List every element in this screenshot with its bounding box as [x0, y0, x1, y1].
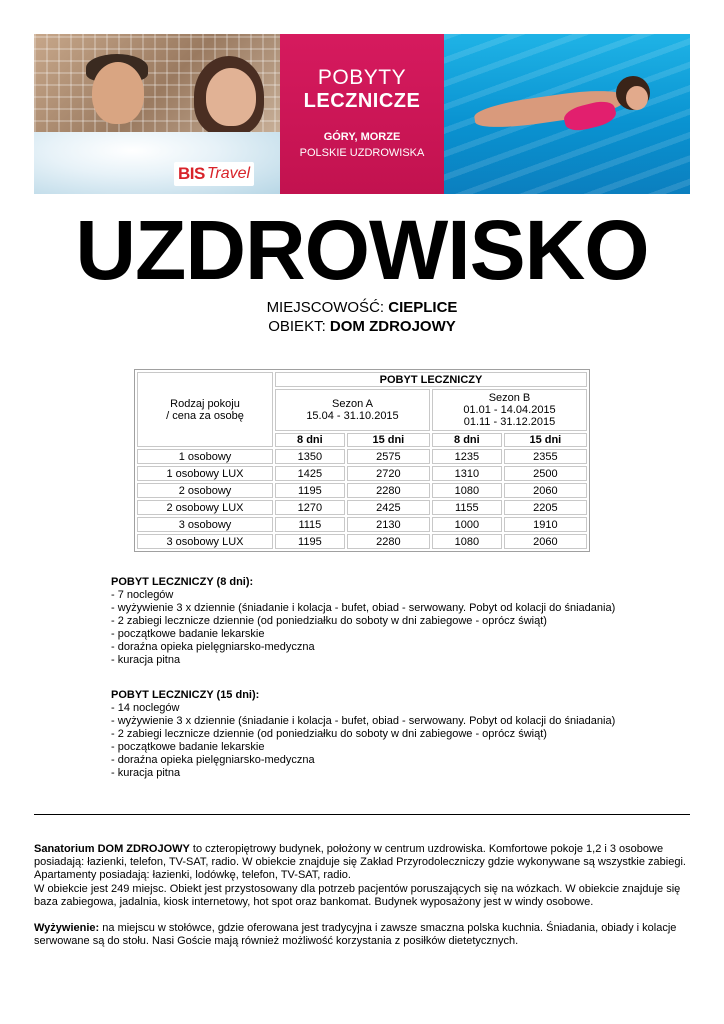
- location-line: [0, 299, 724, 316]
- season-b-dates2: 01.11 - 31.12.2015: [463, 416, 556, 428]
- room-type: 1 osobowy: [137, 449, 273, 464]
- description-text1: to czteropiętrowy budynek, położony w centrum uzdrowiska. Komfortowe pokoje 1,2 i 3 osobowe posiadają: łazienki, telefon, TV-SAT, radio. W obiekcie znajduje się Zakład Przyrodoleczniczy gdzie wykonywane są wszystkie zabiegi.: [34, 843, 686, 869]
- room-type: 2 osobowy LUX: [137, 500, 273, 515]
- col-b-15: 15 dni: [504, 433, 587, 447]
- price-b8: 1310: [432, 466, 502, 481]
- place-label: MIEJSCOWOŚĆ:: [266, 299, 385, 316]
- price-a8: 1270: [275, 500, 345, 515]
- banner-line4: POLSKIE UZDROWISKA: [299, 147, 425, 159]
- season-b-dates1: 01.01 - 14.04.2015: [463, 404, 556, 416]
- col-a-8: 8 dni: [275, 433, 345, 447]
- price-b15: 2205: [504, 500, 587, 515]
- price-b8: 1235: [432, 449, 502, 464]
- season-b-name: Sezon B: [488, 392, 531, 404]
- table-row: [137, 517, 587, 532]
- divider: [34, 814, 690, 815]
- price-b15: 2355: [504, 449, 587, 464]
- food-paragraph: [34, 922, 694, 948]
- room-type: 3 osobowy: [137, 517, 273, 532]
- banner-pool-photo: [444, 34, 690, 194]
- season-a-name: Sezon A: [332, 398, 373, 410]
- list-item: - doraźna opieka pielęgniarsko-medyczna: [111, 641, 315, 653]
- season-a-dates: 15.04 - 31.10.2015: [306, 410, 399, 422]
- corner-cell: [137, 372, 273, 447]
- list-item: - 2 zabiegi lecznicze dziennie (od poniedziałku do soboty w dni zabiegowe - oprócz świąt): [111, 615, 547, 627]
- swimmer-face: [626, 86, 648, 110]
- price-b15: 1910: [504, 517, 587, 532]
- corner-line1: Rodzaj pokoju: [170, 397, 240, 410]
- place-value: CIEPLICE: [388, 299, 458, 316]
- price-a8: 1195: [275, 534, 345, 549]
- price-a8: 1195: [275, 483, 345, 498]
- list-item: - 2 zabiegi lecznicze dziennie (od poniedziałku do soboty w dni zabiegowe - oprócz świąt): [111, 728, 547, 740]
- list-item: - 7 noclegów: [111, 589, 174, 601]
- price-b8: 1080: [432, 534, 502, 549]
- table-row: [137, 466, 587, 481]
- man-face: [92, 62, 144, 124]
- season-a-cell: [275, 389, 430, 431]
- season-b-cell: [432, 389, 587, 431]
- price-a15: 2130: [347, 517, 430, 532]
- table-row: [137, 500, 587, 515]
- price-b8: 1080: [432, 483, 502, 498]
- logo-bis-text: BIS: [178, 164, 205, 183]
- price-a8: 1115: [275, 517, 345, 532]
- object-label: OBIEKT:: [268, 318, 326, 335]
- table-row: [137, 449, 587, 464]
- object-value: DOM ZDROJOWY: [329, 318, 456, 335]
- list-item: - wyżywienie 3 x dziennie (śniadanie i kolacja - bufet, obiad - serwowany. Pobyt od kolacji do śniadania): [111, 715, 616, 727]
- price-b8: 1155: [432, 500, 502, 515]
- price-a15: 2425: [347, 500, 430, 515]
- price-a15: 2280: [347, 483, 430, 498]
- price-b15: 2060: [504, 483, 587, 498]
- bis-travel-logo: [174, 162, 254, 186]
- room-type: 2 osobowy: [137, 483, 273, 498]
- corner-line2: / cena za osobę: [166, 409, 244, 422]
- table-row: [137, 483, 587, 498]
- list-item: - 14 noclegów: [111, 702, 180, 714]
- sanatorium-name: Sanatorium DOM ZDROJOWY: [34, 843, 190, 855]
- price-b15: 2060: [504, 534, 587, 549]
- table-row: [137, 534, 587, 549]
- banner-couple-photo: [34, 34, 280, 194]
- promo-banner: [34, 34, 690, 194]
- price-a15: 2720: [347, 466, 430, 481]
- price-table: [134, 369, 590, 552]
- list-item: - początkowe badanie lekarskie: [111, 628, 265, 640]
- list-item: - wyżywienie 3 x dziennie (śniadanie i kolacja - bufet, obiad - serwowany. Pobyt od kolacji do śniadania): [111, 602, 616, 614]
- price-b15: 2500: [504, 466, 587, 481]
- description-text3: W obiekcie jest 249 miejsc. Obiekt jest przystosowany dla potrzeb pacjentów poruszających się na wózkach. W obiekcie znajduje się baza zabiegowa, jadalnia, kiosk internetowy, hot spot oraz bankomat. Budynek wyposażony jest w windy osobowe.: [34, 882, 681, 908]
- banner-line3: GÓRY, MORZE: [323, 131, 401, 143]
- banner-text-panel: [280, 34, 444, 194]
- package-15-days: [111, 689, 615, 780]
- table-header: POBYT LECZNICZY: [275, 372, 587, 387]
- banner-line1: POBYTY: [317, 66, 407, 89]
- price-a8: 1425: [275, 466, 345, 481]
- list-item: - kuracja pitna: [111, 767, 181, 779]
- food-text: na miejscu w stołówce, gdzie oferowana jest tradycyjna i zawsze smaczna polska kuchnia. Śniadania, obiady i kolacje serwowane są do stołu. Nasi Goście mają również możliwość korzystania z posiłków dietetycznych.: [34, 922, 677, 948]
- object-line: [0, 318, 724, 335]
- room-type: 3 osobowy LUX: [137, 534, 273, 549]
- room-type: 1 osobowy LUX: [137, 466, 273, 481]
- price-b8: 1000: [432, 517, 502, 532]
- package-8-heading: POBYT LECZNICZY (8 dni):: [111, 576, 254, 588]
- list-item: - doraźna opieka pielęgniarsko-medyczna: [111, 754, 315, 766]
- description-text2: Apartamenty posiadają: łazienki, lodówkę, telefon, TV-SAT, radio.: [34, 869, 351, 882]
- price-a15: 2280: [347, 534, 430, 549]
- page-title: UZDROWISKO: [75, 203, 649, 297]
- list-item: - kuracja pitna: [111, 654, 181, 666]
- description-paragraph: [34, 843, 694, 909]
- col-a-15: 15 dni: [347, 433, 430, 447]
- list-item: - początkowe badanie lekarskie: [111, 741, 265, 753]
- package-8-days: [111, 576, 615, 667]
- woman-face: [206, 68, 256, 126]
- package-15-heading: POBYT LECZNICZY (15 dni):: [111, 689, 260, 701]
- price-a8: 1350: [275, 449, 345, 464]
- banner-line2: LECZNICZE: [303, 90, 421, 112]
- food-label: Wyżywienie:: [34, 922, 100, 934]
- col-b-8: 8 dni: [432, 433, 502, 447]
- price-a15: 2575: [347, 449, 430, 464]
- logo-travel-text: Travel: [206, 165, 251, 182]
